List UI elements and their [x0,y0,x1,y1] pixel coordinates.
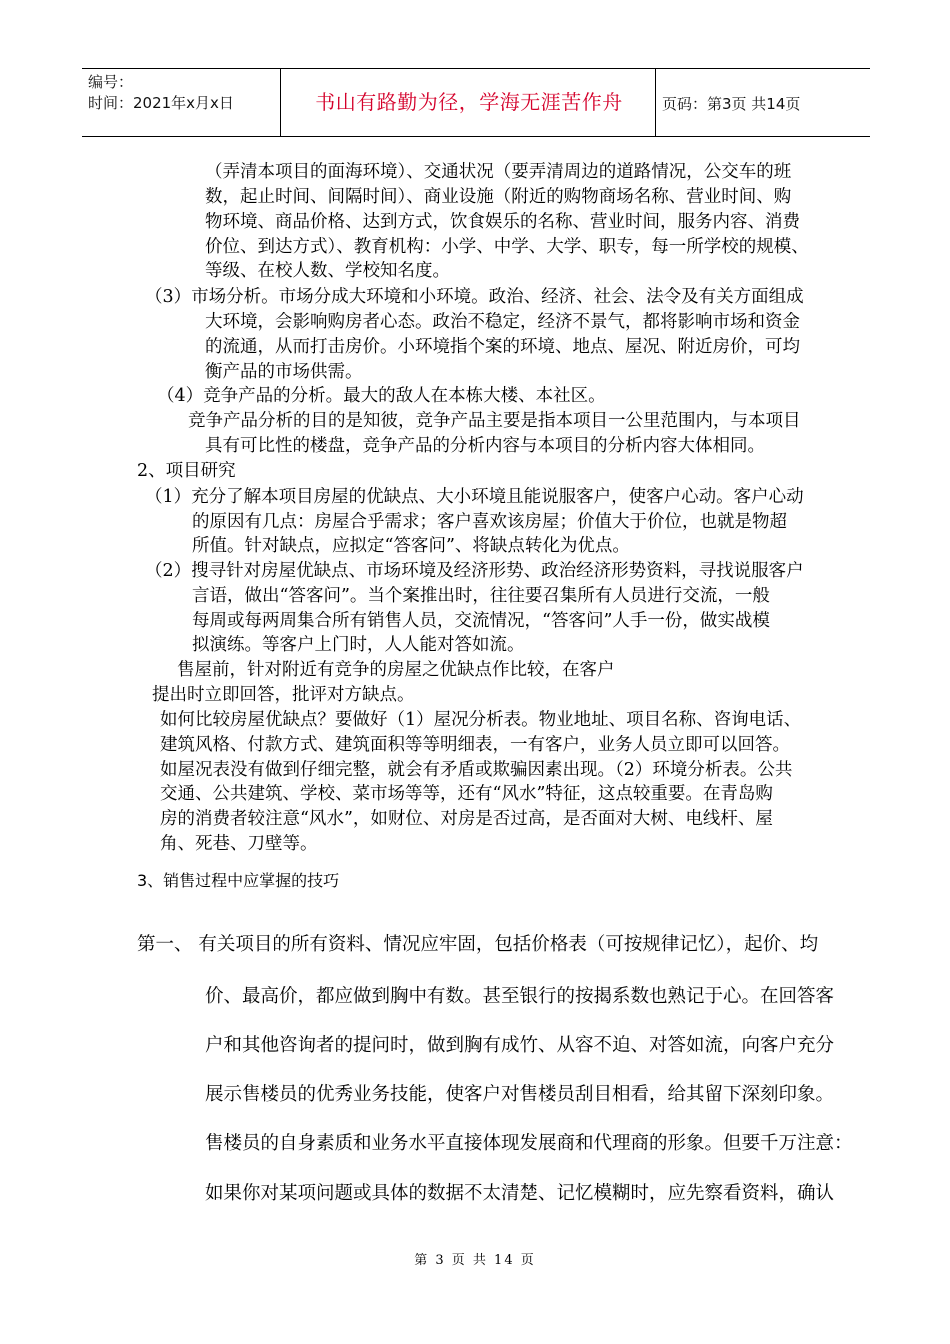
section-heading: 3、销售过程中应掌握的技巧 [137,871,340,890]
body-line: 大环境，会影响购房者心态。政治不稳定，经济不景气，都将影响市场和资金 [205,312,800,332]
body-line: 提出时立即回答，批评对方缺点。 [152,685,415,705]
header-top-rule [82,68,870,69]
date-label: 时间：2021年x月x日 [88,94,234,112]
body-line: 售楼员的自身素质和业务水平直接体现发展商和代理商的形象。但要千万注意： [205,1133,853,1154]
body-line: 衡产品的市场供需。 [205,362,363,382]
header-meta [88,72,234,114]
body-line: 户和其他咨询者的提问时，做到胸有成竹、从容不迫、对答如流，向客户充分 [205,1035,835,1056]
body-line: 展示售楼员的优秀业务技能，使客户对售楼员刮目相看，给其留下深刻印象。 [205,1084,835,1105]
body-line: 价、最高价，都应做到胸中有数。甚至银行的按揭系数也熟记于心。在回答客 [205,986,835,1007]
body-line: 数，起止时间、间隔时间）、商业设施（附近的购物商场名称、营业时间、购 [205,187,792,207]
body-line: （4）竞争产品的分析。最大的敌人在本栋大楼、本社区。 [157,386,606,406]
section-heading: 2、项目研究 [137,461,236,481]
body-line: 所值。针对缺点，应拟定“答客问”、将缺点转化为优点。 [192,536,630,556]
page-footer: 第 3 页 共 14 页 [414,1253,536,1268]
body-line: （2）搜寻针对房屋优缺点、市场环境及经济形势、政治经济形势资料，寻找说服客户 [145,561,804,581]
body-line: 每周或每两周集合所有销售人员，交流情况，“答客问”人手一份，做实战模 [192,611,770,631]
header-page-label: 页码：第3页 共14页 [662,95,801,113]
header-bottom-rule [82,136,870,137]
body-line: 等级、在校人数、学校知名度。 [205,261,450,281]
body-line: 的流通，从而打击房价。小环境指个案的环境、地点、屋况、附近房价，可均 [205,337,800,357]
body-line: 房的消费者较注意“风水”，如财位、对房是否过高，是否面对大树、电线杆、屋 [160,809,773,829]
body-line: （1）充分了解本项目房屋的优缺点、大小环境且能说服客户，使客户心动。客户心动 [145,487,804,507]
body-line: （弄清本项目的面海环境）、交通状况（要弄清周边的道路情况，公交车的班 [205,162,792,182]
body-line: 建筑风格、付款方式、建筑面积等等明细表，一有客户，业务人员立即可以回答。 [160,735,790,755]
header-divider-left [280,69,281,137]
body-line: 如果你对某项问题或具体的数据不太清楚、记忆模糊时，应先察看资料，确认 [205,1183,835,1204]
body-line: 竞争产品分析的目的是知彼，竞争产品主要是指本项目一公里范围内，与本项目 [188,411,801,431]
body-line: 角、死巷、刀壁等。 [160,834,318,854]
body-line: 的原因有几点：房屋合乎需求；客户喜欢该房屋；价值大于价位，也就是物超 [192,512,787,532]
body-line: 交通、公共建筑、学校、菜市场等等，还有“风水”特征，这点较重要。在青岛购 [160,784,773,804]
body-line: 言语，做出“答客问”。当个案推出时，往往要召集所有人员进行交流，一般 [192,586,770,606]
body-line: 具有可比性的楼盘，竞争产品的分析内容与本项目的分析内容大体相同。 [205,436,765,456]
body-line: 如屋况表没有做到仔细完整，就会有矛盾或欺骗因素出现。（2）环境分析表。公共 [160,760,793,780]
body-line: 价位、到达方式）、教育机构：小学、中学、大学、职专，每一所学校的规模、 [205,237,809,257]
code-label: 编号： [88,73,134,91]
body-line: 物环境、商品价格、达到方式，饮食娱乐的名称、营业时间，服务内容、消费 [205,212,800,232]
body-line: 第一、 有关项目的所有资料、情况应牢固，包括价格表（可按规律记忆），起价、均 [137,934,819,955]
body-line: 拟演练。等客户上门时，人人能对答如流。 [192,635,525,655]
body-line: 如何比较房屋优缺点？要做好（1）屋况分析表。物业地址、项目名称、咨询电话、 [160,710,802,730]
header-divider-right [655,69,656,137]
body-line: 售屋前，针对附近有竞争的房屋之优缺点作比较，在客户 [177,660,615,680]
header-motto: 书山有路勤为径，学海无涯苦作舟 [315,90,623,114]
body-line: （3）市场分析。市场分成大环境和小环境。政治、经济、社会、法令及有关方面组成 [145,287,804,307]
